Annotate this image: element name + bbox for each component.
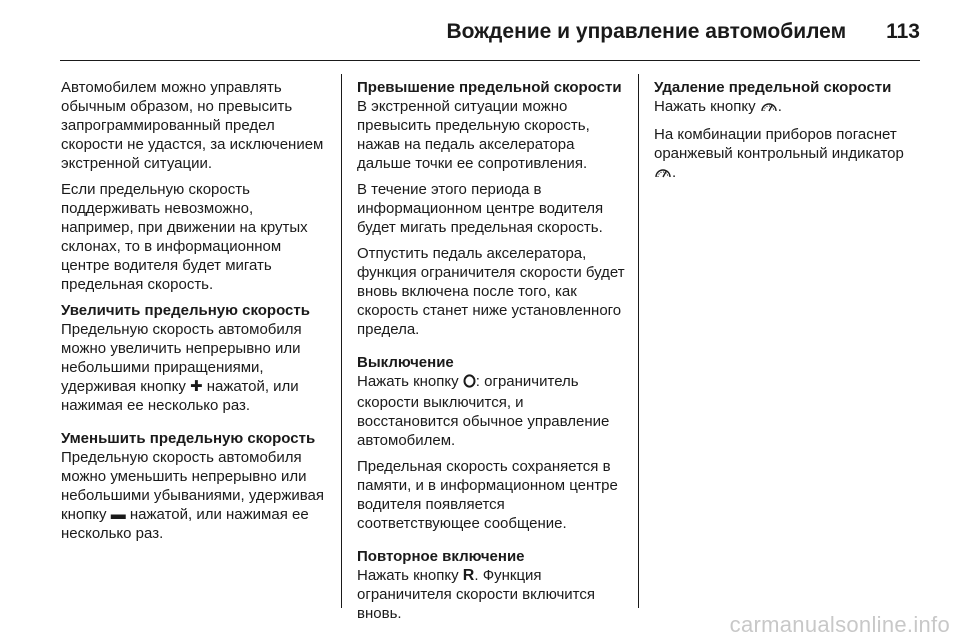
- off-heading: Выключение: [357, 354, 454, 371]
- delete-heading: Удаление предельной скорости: [654, 79, 892, 96]
- circle-off-icon: [463, 374, 476, 393]
- off-text-before: Нажать кнопку: [357, 373, 459, 390]
- column-divider-2: [638, 74, 639, 608]
- resume-section: [357, 547, 625, 623]
- exceed-paragraph-1: В экстренной ситуации можно превысить предельную скорость, нажав на педаль акселератора дальше точки ее сопротивления.: [357, 98, 590, 172]
- resume-text-after: . Функция ограничителя скорости включится вновь.: [357, 567, 596, 622]
- resume-text-before: Нажать кнопку: [357, 567, 459, 584]
- increase-section: [61, 301, 329, 415]
- off-text-after: : ограничитель скорости выключится, и восстановится обычное управление автомобилем.: [357, 373, 610, 449]
- watermark: carmanualsonline.info: [729, 612, 950, 637]
- column-1: [61, 78, 329, 557]
- speedometer-limiter-icon: [760, 99, 778, 118]
- column-2: [357, 78, 625, 637]
- resume-heading: Повторное включение: [357, 548, 525, 565]
- delete-paragraph-2: [654, 125, 922, 184]
- decrease-heading: Уменьшить предельную скорость: [61, 430, 316, 447]
- header-divider: [60, 60, 920, 61]
- page-number: 113: [886, 20, 920, 43]
- exceed-heading: Превышение предельной скорости: [357, 79, 622, 96]
- off-text: [357, 372, 625, 450]
- decrease-section: [61, 429, 329, 543]
- delete-text-before: Нажать кнопку: [654, 98, 756, 115]
- intro-paragraph-2: Если предельную скорость поддерживать невозможно, например, при движении на крутых склонах, то в информационном центре водителя будет мигать предельная скорость.: [61, 181, 308, 293]
- exceed-paragraph-2: В течение этого периода в информационном центре водителя будет мигать предельная скорость.: [357, 181, 604, 236]
- column-divider-1: [341, 74, 342, 608]
- plus-icon: ✚: [190, 378, 203, 395]
- resume-text: [357, 566, 625, 623]
- speedometer-limiter-icon: [654, 165, 672, 184]
- delete-text-after: .: [777, 98, 782, 115]
- delete-p2-after: .: [672, 164, 677, 181]
- page-header: [60, 14, 920, 50]
- decrease-text: [61, 448, 329, 543]
- delete-text: [654, 97, 922, 118]
- increase-text: [61, 320, 329, 415]
- off-paragraph-2: Предельная скорость сохраняется в памяти, и в информационном центре водителя появляется соответствующее сообщение.: [357, 458, 618, 532]
- page-title: Вождение и управление автомобилем: [446, 20, 847, 43]
- resume-r-icon: R: [462, 567, 475, 584]
- delete-p2-before: На комбинации приборов погаснет оранжевый контрольный индикатор: [654, 126, 904, 162]
- minus-icon: ▬: [110, 506, 126, 523]
- intro-paragraph-1: Автомобилем можно управлять обычным образом, но превысить запрограммированный предел скорости не удастся, за исключением экстренной ситуации.: [61, 79, 324, 172]
- increase-heading: Увеличить предельную скорость: [61, 302, 310, 319]
- off-section: [357, 353, 625, 533]
- increase-text-after: нажатой, или нажимая ее несколько раз.: [61, 378, 299, 414]
- decrease-text-after: нажатой, или нажимая ее несколько раз.: [61, 506, 309, 542]
- exceed-paragraph-3: Отпустить педаль акселератора, функция ограничителя скорости будет вновь включена после того, как скорость станет ниже установленного предела.: [357, 245, 625, 338]
- decrease-text-before: Предельную скорость автомобиля можно уменьшить непрерывно или небольшими убываниями, удерживая кнопку: [61, 449, 325, 523]
- column-3: [654, 78, 922, 191]
- increase-text-before: Предельную скорость автомобиля можно увеличить непрерывно или небольшими приращениями, удерживая кнопку: [61, 321, 302, 395]
- exceed-section: [357, 78, 625, 339]
